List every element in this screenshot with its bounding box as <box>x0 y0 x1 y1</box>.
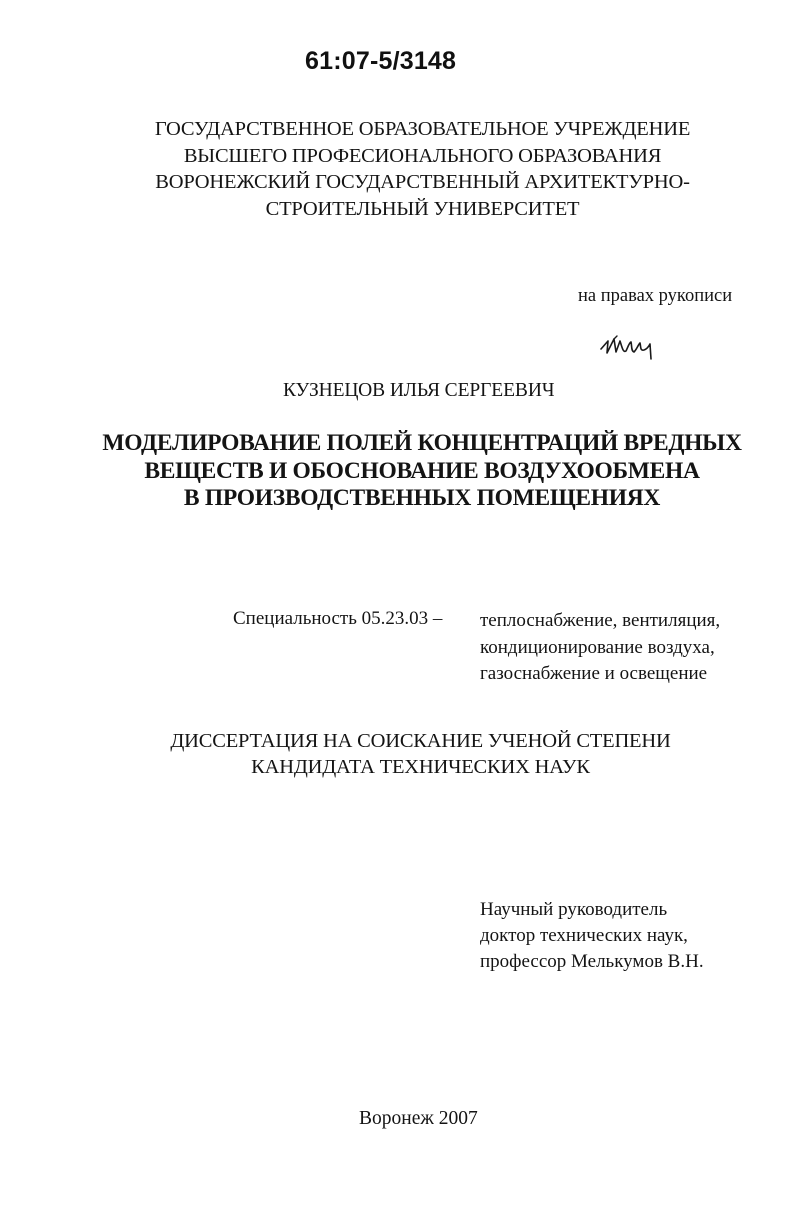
institution-name <box>20 116 798 222</box>
supervisor-line: профессор Мелькумов В.Н. <box>480 951 704 972</box>
degree-line: КАНДИДАТА ТЕХНИЧЕСКИХ НАУК <box>251 756 590 778</box>
specialty-line: кондиционирование воздуха, <box>480 636 715 658</box>
institution-line: ВЫСШЕГО ПРОФЕСИОНАЛЬНОГО ОБРАЗОВАНИЯ <box>183 144 662 167</box>
specialty-line: теплоснабжение, вентиляция, <box>480 610 721 631</box>
degree-line: ДИССЕРТАЦИЯ НА СОИСКАНИЕ УЧЕНОЙ СТЕПЕНИ <box>170 730 671 752</box>
title-line: МОДЕЛИРОВАНИЕ ПОЛЕЙ КОНЦЕНТРАЦИЙ ВРЕДНЫХ <box>102 430 742 456</box>
degree-statement <box>18 728 798 780</box>
title-line: ВЕЩЕСТВ И ОБОСНОВАНИЕ ВОЗДУХООБМЕНА <box>144 457 700 484</box>
specialty-label: Специальность 05.23.03 – <box>233 608 443 629</box>
handwritten-signature <box>598 327 658 367</box>
supervisor-line: доктор технических наук, <box>480 925 688 946</box>
institution-line: СТРОИТЕЛЬНЫЙ УНИВЕРСИТЕТ <box>265 197 580 220</box>
institution-line: ВОРОНЕЖСКИЙ ГОСУДАРСТВЕННЫЙ АРХИТЕКТУРНО- <box>155 171 690 193</box>
thesis-title <box>22 430 798 513</box>
supervisor-block <box>480 897 704 975</box>
institution-line: ГОСУДАРСТВЕННОЕ ОБРАЗОВАТЕЛЬНОЕ УЧРЕЖДЕНИЕ <box>154 118 691 140</box>
city-year: Воронеж 2007 <box>359 1108 478 1129</box>
title-line: В ПРОИЗВОДСТВЕННЫХ ПОМЕЩЕНИЯХ <box>183 485 661 511</box>
catalog-number: 61:07-5/3148 <box>305 47 457 75</box>
manuscript-rights-note: на правах рукописи <box>578 286 733 306</box>
specialty-description <box>480 608 720 688</box>
author-name: КУЗНЕЦОВ ИЛЬЯ СЕРГЕЕВИЧ <box>283 380 555 401</box>
supervisor-line: Научный руководитель <box>480 899 668 920</box>
specialty-line: газоснабжение и освещение <box>480 663 708 684</box>
